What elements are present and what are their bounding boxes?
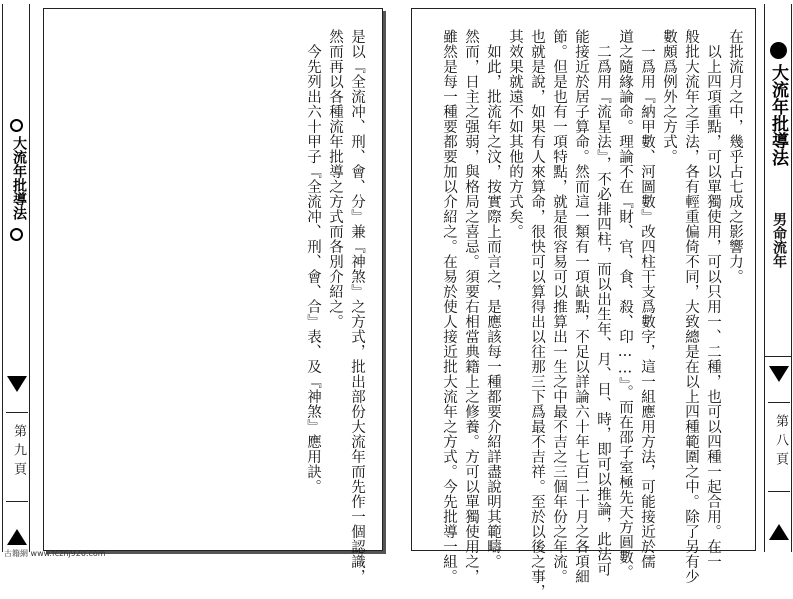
right-side-tab [764,4,792,552]
text-column: 如此，批流年之汶，按實際上而言之，是應該每一種都要介紹詳盡說明其範疇。 [485,29,501,569]
right-page [397,0,793,599]
text-column: 二爲用『流星法』，不必排四柱，而以出生年、月、日、時，即可以推論，此法可 [595,29,611,577]
text-column: 節。但是也有一項特點，就是很容易可以推算出一生之中最不吉之三個年份之年流。 [551,29,567,584]
footer-credit: 古籍網 www.fczhj920.com [4,549,106,558]
right-tab-subtitle: 男命流年 [771,212,787,268]
text-column: 一爲用『納甲數、河圖數』改四柱干支爲數字，這一組應用方法，可能接近於儒 [639,29,655,569]
triangle-up-icon [769,524,789,540]
text-column: 雖然是每一種要都要加以介紹之。在易於使人接近批大流年之方式。今先批導一組。 [441,29,457,584]
ring-icon [10,119,23,132]
right-text-frame [411,8,756,599]
text-column: 以上四項重點，可以單獨使用，可以只用一、二種，也可以四種一起合用。在一 [705,29,721,569]
text-column: 是以『全流冲、刑、會、分』兼『神煞』之方式，批出部份大流年而先作一個認識， [349,29,365,584]
text-column: 般批大流年之手法，各有輕重偏倚不同，大致總是在以上四種範圍之中。除了另有少 [683,29,699,584]
page-number: 第八頁 [773,414,788,471]
text-column: 數頗爲例外之方式。 [661,29,677,164]
triangle-down-icon [7,376,27,392]
text-column: 今先列出六十甲子『全流冲、刑、會、合』表、及『神煞』應用訣。 [305,29,321,494]
text-column: 也就是說，如果有人來算命，很快可以算得出以往那三下爲最不吉祥。至於以後之事， [529,29,545,599]
text-column: 在批流月之中，幾乎占七成之影響力。 [727,29,743,284]
text-column: 然而，日主之强弱，與格局之喜忌。須要右相當典籍上之修養。方可以單獨使用之， [463,29,479,584]
text-column: 然而再以各種流年批導之方式而各別介紹之。 [327,29,343,329]
left-tab-title: 大流年批導法 [11,136,27,220]
triangle-up-icon [7,529,27,545]
left-page [0,0,396,584]
text-column: 其效果就遠不如其他的方式矣。 [507,29,523,239]
text-column: 能接近於居子算命。然而這一類有一項缺點，不足以詳論六十年七百二十月之各項細 [573,29,589,584]
divider [765,356,791,357]
page-number: 第九頁 [11,424,26,481]
ring-icon [10,228,23,241]
right-tab-title: 大流年批導法 [768,64,788,166]
dot-icon [770,42,787,59]
text-column: 道之隨緣論命。理論不在『財、官、食、殺、印……』。而在邵子室極先天方圓數。 [617,29,633,580]
triangle-down-icon [769,366,789,382]
left-side-tab [2,4,30,552]
